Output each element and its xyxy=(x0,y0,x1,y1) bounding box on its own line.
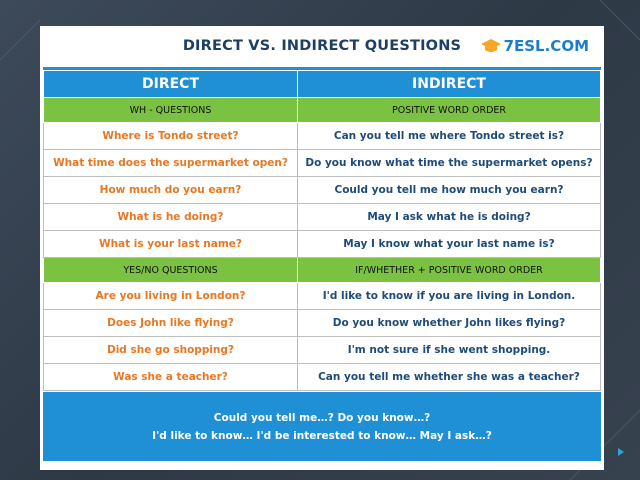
infographic-title: DIRECT VS. INDIRECT QUESTIONS xyxy=(182,38,462,54)
indirect-question: Could you tell me how much you earn? xyxy=(298,177,601,204)
indirect-question: Can you tell me whether she was a teacher? xyxy=(298,364,601,391)
direct-question: What is your last name? xyxy=(44,231,298,258)
useful-phrases-footer xyxy=(43,392,601,461)
direct-question: Where is Tondo street? xyxy=(44,123,298,150)
direct-question: Was she a teacher? xyxy=(44,364,298,391)
footer-line-2: I'd like to know… I'd be interested to know… May I ask…? xyxy=(152,429,492,442)
indirect-question: May I know what your last name is? xyxy=(298,231,601,258)
footer-line-1: Could you tell me…? Do you know…? xyxy=(213,411,431,424)
table-row xyxy=(44,177,601,204)
section-heading-indirect: POSITIVE WORD ORDER xyxy=(298,98,601,123)
direct-question: Are you living in London? xyxy=(44,283,298,310)
logo-text: 7ESL.COM xyxy=(503,37,589,55)
direct-question: Does John like flying? xyxy=(44,310,298,337)
table-row xyxy=(44,364,601,391)
table-row xyxy=(44,150,601,177)
infographic-card xyxy=(40,26,604,470)
direct-question: How much do you earn? xyxy=(44,177,298,204)
indirect-question: May I ask what he is doing? xyxy=(298,204,601,231)
infographic-header xyxy=(43,29,601,70)
section-heading-direct: WH - QUESTIONS xyxy=(44,98,298,123)
direct-question: What is he doing? xyxy=(44,204,298,231)
table-row xyxy=(44,204,601,231)
table-row xyxy=(44,231,601,258)
column-header-direct: DIRECT xyxy=(44,71,298,98)
graduation-cap-icon xyxy=(481,37,501,55)
table-row xyxy=(44,337,601,364)
questions-table xyxy=(43,70,601,391)
direct-question: What time does the supermarket open? xyxy=(44,150,298,177)
site-logo xyxy=(481,37,589,55)
indirect-question: Can you tell me where Tondo street is? xyxy=(298,123,601,150)
table-row xyxy=(44,310,601,337)
section-heading-direct: YES/NO QUESTIONS xyxy=(44,258,298,283)
column-header-indirect: INDIRECT xyxy=(298,71,601,98)
section-header-row xyxy=(44,258,601,283)
indirect-question: Do you know whether John likes flying? xyxy=(298,310,601,337)
section-heading-indirect: IF/WHETHER + POSITIVE WORD ORDER xyxy=(298,258,601,283)
indirect-question: I'm not sure if she went shopping. xyxy=(298,337,601,364)
direct-question: Did she go shopping? xyxy=(44,337,298,364)
table-row xyxy=(44,283,601,310)
indirect-question: Do you know what time the supermarket opens? xyxy=(298,150,601,177)
table-row xyxy=(44,123,601,150)
indirect-question: I'd like to know if you are living in London. xyxy=(298,283,601,310)
section-header-row xyxy=(44,98,601,123)
